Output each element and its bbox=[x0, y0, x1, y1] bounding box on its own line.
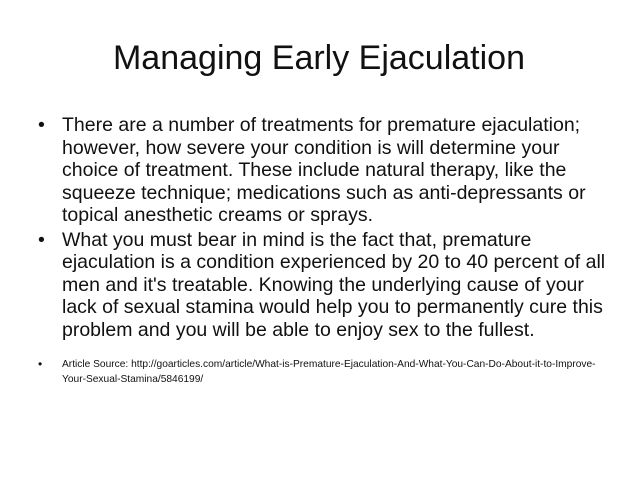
bullet-item bbox=[38, 114, 610, 227]
article-source-item bbox=[38, 357, 610, 387]
bullet-icon: • bbox=[38, 228, 45, 251]
bullet-text: What you must bear in mind is the fact that, premature ejaculation is a condition experienced by 20 to 40 percent of all men and it's treatable. Knowing the underlying cause of your lack of sexual stamina would help you to permanently cure this problem and you will be able to enjoy sex to the fullest. bbox=[62, 228, 606, 341]
slide-title: Managing Early Ejaculation bbox=[112, 39, 526, 77]
bullet-item bbox=[38, 229, 610, 342]
bullet-icon: • bbox=[38, 357, 43, 371]
bullet-icon: • bbox=[38, 114, 45, 136]
article-source-text: Article Source: http://goarticles.com/article/What-is-Premature-Ejaculation-And-What-You-Can-Do-About-it-to-Improve-Your-Sexual-Stamina/5846199/ bbox=[62, 359, 596, 385]
bullet-list bbox=[38, 114, 610, 389]
bullet-text: There are a number of treatments for premature ejaculation; however, how severe your condition is will determine your choice of treatment. These include natural therapy, like the squeeze technique; medications such as anti-depressants or topical anesthetic creams or sprays. bbox=[62, 114, 586, 226]
